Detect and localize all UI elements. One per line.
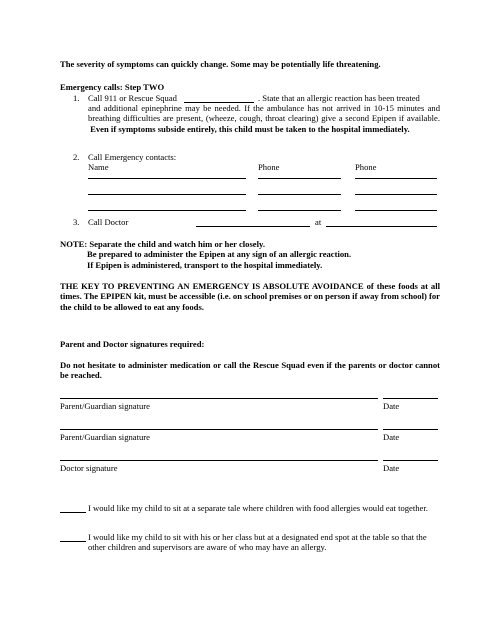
- parent-signature-field[interactable]: [60, 398, 378, 399]
- option2-text: I would like my child to sit with his or her class but at a designated end spot at the table so that the other children and supervisors are aware of who may have an allergy.: [88, 532, 427, 553]
- item2-text: Call Emergency contacts:: [88, 152, 177, 162]
- parent-signature-label: Parent/Guardian signature: [60, 432, 150, 442]
- note-line1: NOTE: Separate the child and watch him or her closely.: [60, 239, 265, 249]
- emergency-heading: Emergency calls: Step TWO: [60, 82, 165, 92]
- severity-note: The severity of symptoms can quickly change. Some may be potentially life threatening.: [60, 59, 381, 69]
- item3-text: Call Doctor: [88, 217, 129, 227]
- doctor-phone-field[interactable]: [326, 226, 437, 227]
- item3-number: 3.: [73, 217, 80, 227]
- note-line2: Be prepared to administer the Epipen at any sign of an allergic reaction.: [87, 249, 352, 259]
- key-paragraph: THE KEY TO PREVENTING AN EMERGENCY IS ABSOLUTE AVOIDANCE of these foods at all times. The EPIPEN kit, must be accessible (i.e. on school premises or on person if away from school) for the child to be allowed to eat any foods.: [60, 281, 440, 312]
- contact-phone-field[interactable]: [355, 178, 437, 179]
- contact-phone-field[interactable]: [258, 194, 341, 195]
- doctor-signature-label: Doctor signature: [60, 463, 118, 473]
- item1-text-block: [88, 103, 440, 134]
- date-label: Date: [383, 463, 400, 473]
- date-field[interactable]: [383, 460, 438, 461]
- contact-name-field[interactable]: [88, 178, 246, 179]
- item1-text-a: Call 911 or Rescue Squad: [88, 93, 177, 103]
- item3-at: at: [315, 217, 322, 227]
- option1-text: I would like my child to sit at a separate tale where children with food allergies would eat together.: [88, 503, 428, 513]
- item1-text-c: and additional epinephrine may be needed. If the ambulance has not arrived in 10-15 minutes and breathing difficulties are present, (wheeze, cough, throat clearing) give a second Epipen if available.: [88, 103, 440, 124]
- contact-name-field[interactable]: [88, 210, 246, 211]
- item1-number: 1.: [73, 93, 80, 103]
- parent-signature-field[interactable]: [60, 429, 378, 430]
- contact-phone-field[interactable]: [258, 178, 341, 179]
- date-label: Date: [383, 401, 400, 411]
- option2-initial-field[interactable]: [60, 541, 86, 542]
- contacts-col-name: Name: [88, 162, 109, 172]
- doctor-signature-field[interactable]: [60, 460, 378, 461]
- item2-number: 2.: [73, 152, 80, 162]
- item1-bold-text: Even if symptoms subside entirely, this child must be taken to the hospital immediately.: [90, 123, 410, 134]
- note-line3: If Epipen is administered, transport to the hospital immediately.: [87, 260, 323, 270]
- option1-initial-field[interactable]: [60, 512, 86, 513]
- contact-phone-field[interactable]: [258, 210, 341, 211]
- contact-phone-field[interactable]: [355, 194, 437, 195]
- date-label: Date: [383, 432, 400, 442]
- date-field[interactable]: [383, 398, 438, 399]
- parent-signature-label: Parent/Guardian signature: [60, 401, 150, 411]
- contacts-col-phone1: Phone: [258, 162, 280, 172]
- doctor-name-field[interactable]: [196, 226, 310, 227]
- signatures-instruction: Do not hesitate to administer medication or call the Rescue Squad even if the parents or doctor cannot be reached.: [60, 360, 440, 381]
- contacts-col-phone2: Phone: [355, 162, 377, 172]
- date-field[interactable]: [383, 429, 438, 430]
- contact-phone-field[interactable]: [355, 210, 437, 211]
- item1-text-b: . State that an allergic reaction has been treated: [258, 93, 420, 103]
- signatures-heading: Parent and Doctor signatures required:: [60, 339, 205, 349]
- contact-name-field[interactable]: [88, 194, 246, 195]
